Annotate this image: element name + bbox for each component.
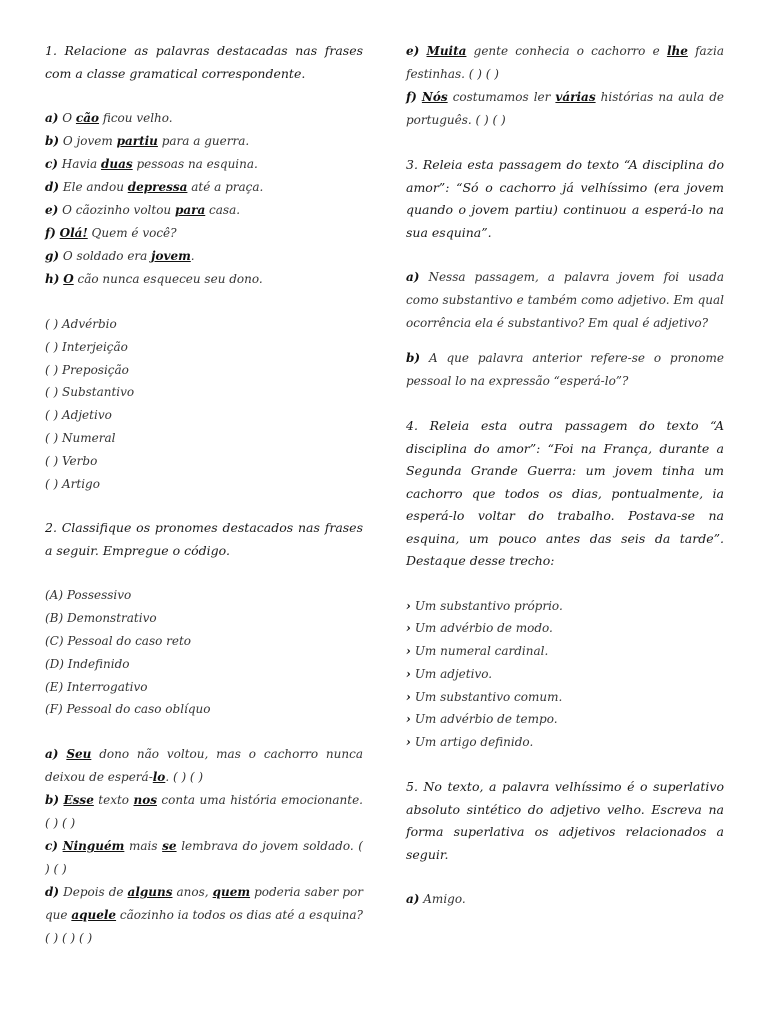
pronoun-code: (A) Possessivo	[45, 588, 132, 603]
item-text: ficou velho.	[99, 111, 173, 125]
item-text: Amigo.	[419, 892, 466, 907]
class-option: ( ) Adjetivo	[45, 408, 112, 423]
highlighted-word: cão	[75, 111, 100, 125]
question-item	[45, 107, 363, 130]
item-label: a)	[406, 270, 420, 284]
item-text: O jovem	[59, 134, 117, 148]
right-column	[406, 40, 724, 911]
item-label: d)	[45, 885, 60, 900]
question-item	[45, 268, 363, 291]
item-label: b)	[45, 793, 60, 808]
highlighted-word: lhe	[666, 44, 688, 58]
q5-title: 5. No texto, a palavra velhíssimo é o superlativo absoluto sintético do adjetivo velho. Escreva na forma superlativa os adjetivos relacionados a seguir.	[406, 779, 724, 862]
highlighted-word: alguns	[127, 885, 173, 900]
item-text: lembrava do jovem soldado. ( ) ( )	[45, 839, 363, 877]
highlighted-word: várias	[555, 90, 596, 104]
item-text: costumamos ler	[447, 90, 556, 104]
item-text: dono não voltou, mas o cachorro nunca deixou de esperá-	[45, 747, 363, 785]
chevron-right-icon: ›	[406, 735, 411, 750]
q3-title: 3. Releia esta passagem do texto “A disciplina do amor”: “Só o cachorro já velhíssimo (era jovem quando o jovem partiu) continuou a esperá-lo na sua esquina”.	[406, 157, 724, 240]
highlighted-word: Ninguém	[62, 839, 125, 854]
q1-items	[45, 107, 363, 291]
chevron-right-icon: ›	[406, 712, 411, 727]
item-text: fazia festinhas. ( ) ( )	[406, 44, 724, 81]
item-label: g)	[45, 249, 60, 263]
question-item	[406, 86, 724, 132]
chevron-right-icon: ›	[406, 621, 411, 636]
highlighted-word: depressa	[127, 180, 188, 194]
item-text: gente conhecia o cachorro e	[466, 44, 667, 58]
question-item	[45, 789, 363, 835]
item-text: Nessa passagem, a palavra jovem foi usada como substantivo e também como adjetivo. Em qual ocorrência ela é substantivo? Em qual é adjetivo?	[406, 270, 724, 330]
q2-items-left	[45, 743, 363, 950]
class-option: ( ) Numeral	[45, 430, 116, 445]
q4-bullets	[406, 595, 724, 755]
item-label: h)	[45, 272, 60, 286]
q2-codes	[45, 584, 363, 721]
bullet-text: Um numeral cardinal.	[414, 644, 549, 659]
item-text: . ( ) ( )	[165, 770, 204, 785]
answer-bullet	[406, 731, 724, 754]
left-column	[45, 40, 363, 950]
q2-title: 2. Classifique os pronomes destacados nas frases a seguir. Empregue o código.	[45, 520, 363, 558]
highlighted-word: Olá!	[59, 226, 88, 240]
question-item	[45, 881, 363, 950]
question-item	[406, 40, 724, 86]
question-item	[45, 130, 363, 153]
highlighted-word: Muita	[426, 44, 467, 58]
highlighted-word: jovem	[151, 249, 191, 263]
question-item	[45, 153, 363, 176]
class-option: ( ) Substantivo	[45, 385, 135, 400]
item-label: b)	[45, 134, 60, 148]
question-item	[45, 176, 363, 199]
item-text: Ele andou	[59, 180, 128, 194]
highlighted-word: Seu	[66, 747, 92, 762]
answer-bullet	[406, 595, 724, 618]
pronoun-code: (C) Pessoal do caso reto	[45, 633, 192, 648]
item-text: Quem é você?	[87, 226, 177, 240]
item-text: O cãozinho voltou	[58, 203, 175, 217]
class-option: ( ) Artigo	[45, 476, 100, 491]
item-text: conta uma história emocionante. ( ) ( )	[45, 793, 363, 831]
pronoun-code: (F) Pessoal do caso oblíquo	[45, 702, 211, 717]
highlighted-word: duas	[101, 157, 133, 171]
item-text: histórias na aula de português. ( ) ( )	[406, 90, 724, 127]
answer-bullet	[406, 640, 724, 663]
item-label: e)	[406, 44, 420, 58]
item-text: cão nunca esqueceu seu dono.	[73, 272, 263, 286]
question-item	[45, 835, 363, 881]
chevron-right-icon: ›	[406, 666, 411, 681]
bullet-text: Um advérbio de tempo.	[414, 712, 558, 727]
item-text: pessoas na esquina.	[132, 157, 258, 171]
item-text: cãozinho ia todos os dias até a esquina? ( ) ( ) ( )	[45, 908, 363, 946]
chevron-right-icon: ›	[406, 644, 411, 659]
answer-bullet	[406, 663, 724, 686]
item-label: b)	[406, 351, 421, 365]
class-option: ( ) Interjeição	[45, 339, 128, 354]
bullet-text: Um advérbio de modo.	[414, 621, 553, 636]
pronoun-code: (E) Interrogativo	[45, 679, 148, 694]
highlighted-word: nos	[133, 793, 157, 808]
item-text: O	[58, 111, 76, 125]
item-label: d)	[45, 180, 60, 194]
item-text: poderia saber por que	[45, 885, 364, 923]
answer-bullet	[406, 617, 724, 640]
question-item	[45, 245, 363, 268]
q3-item-a	[406, 266, 724, 335]
item-text: A que palavra anterior refere-se o pronome pessoal lo na expressão “esperá-lo”?	[406, 351, 724, 388]
highlighted-word: O	[63, 272, 74, 286]
q1-title: 1. Relacione as palavras destacadas nas frases com a classe gramatical correspondente.	[45, 43, 363, 81]
item-label: f)	[45, 226, 56, 240]
highlighted-word: lo	[152, 770, 166, 785]
highlighted-word: Nós	[421, 90, 448, 104]
answer-bullet	[406, 686, 724, 709]
item-text	[419, 44, 426, 58]
item-label: c)	[45, 839, 58, 854]
q1-options	[45, 313, 363, 495]
bullet-text: Um substantivo próprio.	[414, 598, 563, 613]
class-option: ( ) Preposição	[45, 362, 129, 377]
item-text: para a guerra.	[157, 134, 250, 148]
highlighted-word: para	[174, 203, 206, 217]
item-label: f)	[406, 90, 417, 104]
question-item	[45, 199, 363, 222]
item-text: texto	[93, 793, 134, 808]
highlighted-word: quem	[212, 885, 251, 900]
item-text: .	[190, 249, 195, 263]
highlighted-word: aquele	[71, 908, 117, 923]
item-label: a)	[45, 111, 59, 125]
class-option: ( ) Verbo	[45, 453, 98, 468]
highlighted-word: se	[162, 839, 177, 854]
item-label: e)	[45, 203, 59, 217]
q2-items-right	[406, 40, 724, 132]
question-item	[45, 743, 363, 789]
q4-title: 4. Releia esta outra passagem do texto “A disciplina do amor”: “Foi na França, durante a Segunda Grande Guerra: um jovem tinha um cachorro que todos os dias, pontualmente, ia esperá-lo voltar do trabalho. Postava-se na esquina, um pouco antes das seis da tarde”. Destaque desse trecho:	[406, 418, 724, 568]
item-text: O soldado era	[59, 249, 152, 263]
item-text: casa.	[205, 203, 241, 217]
chevron-right-icon: ›	[406, 598, 411, 613]
item-label: a)	[406, 892, 420, 907]
question-item	[45, 222, 363, 245]
q3-item-b	[406, 347, 724, 393]
highlighted-word: partiu	[116, 134, 158, 148]
q5-item-a	[406, 888, 724, 911]
chevron-right-icon: ›	[406, 689, 411, 704]
class-option: ( ) Advérbio	[45, 317, 117, 331]
item-text: Havia	[57, 157, 102, 171]
item-text: mais	[124, 839, 163, 854]
answer-bullet	[406, 708, 724, 731]
bullet-text: Um adjetivo.	[414, 666, 493, 681]
pronoun-code: (D) Indefinido	[45, 656, 130, 671]
item-label: c)	[45, 157, 58, 171]
item-text: anos,	[172, 885, 213, 900]
item-text: Depois de	[59, 885, 128, 900]
pronoun-code: (B) Demonstrativo	[45, 611, 157, 626]
highlighted-word: Esse	[63, 793, 94, 808]
bullet-text: Um substantivo comum.	[414, 689, 563, 704]
bullet-text: Um artigo definido.	[414, 735, 534, 750]
item-text: até a praça.	[187, 180, 264, 194]
item-label: a)	[45, 747, 59, 762]
